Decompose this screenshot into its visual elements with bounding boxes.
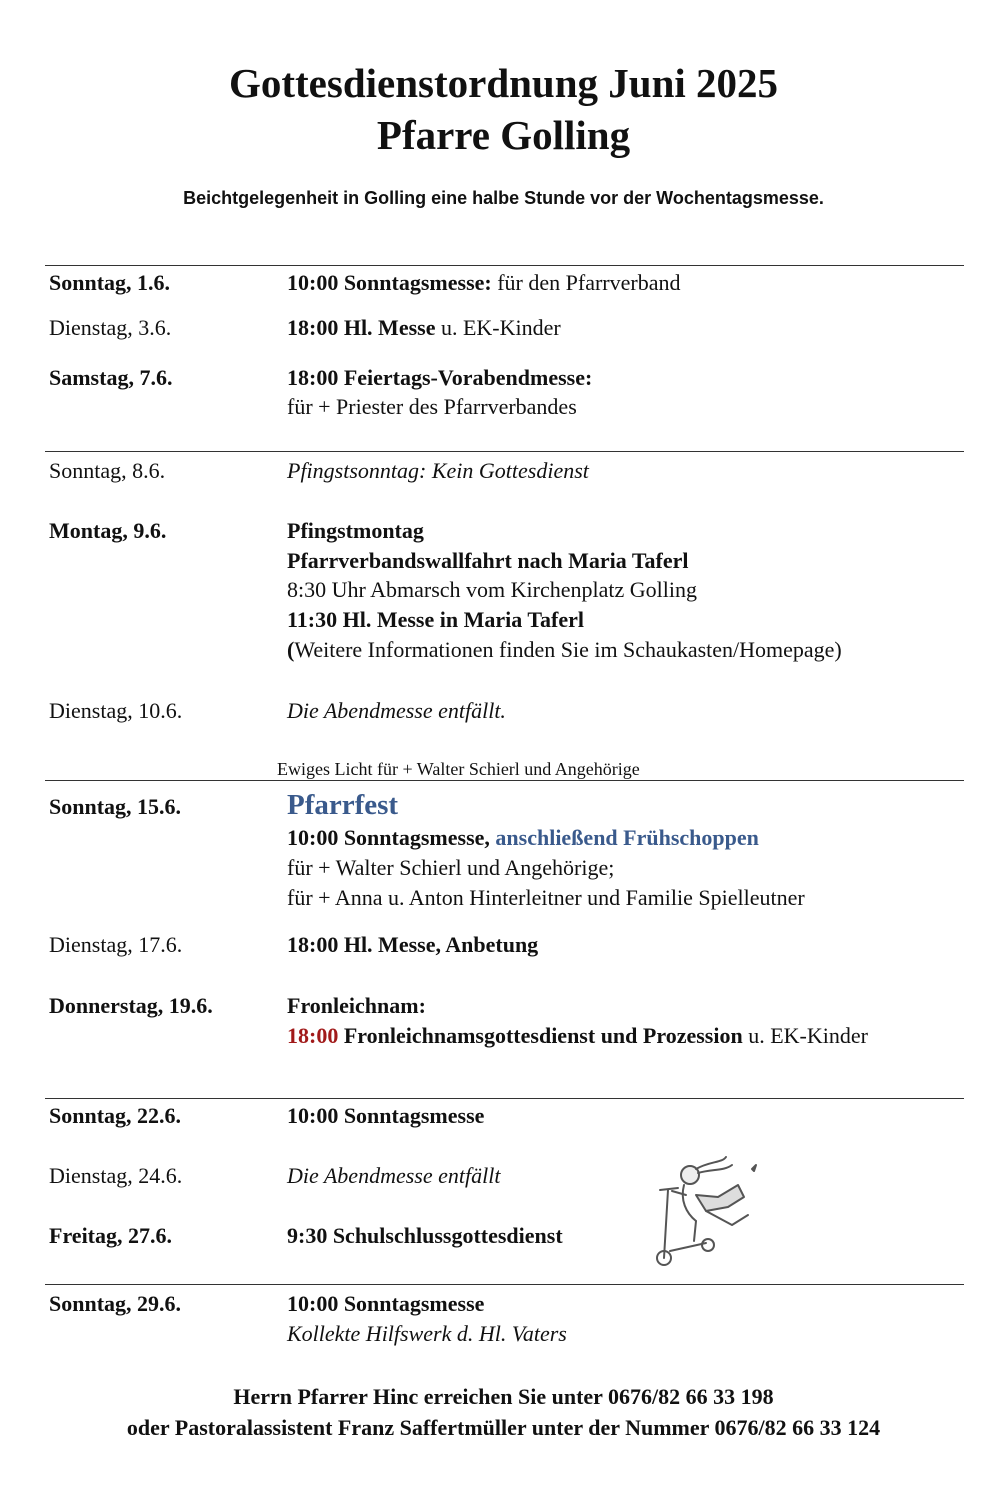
entry-detail: Die Abendmesse entfällt. xyxy=(287,698,506,723)
entry-date: Sonntag, 29.6. xyxy=(49,1291,182,1316)
entry-time-label: 10:00 Sonntagsmesse xyxy=(287,1103,485,1128)
entry-detail: u. EK-Kinder xyxy=(435,315,561,340)
entry-highlight: anschließend Frühschoppen xyxy=(495,825,759,850)
entry-content xyxy=(287,1021,868,1051)
confession-note: Beichtgelegenheit in Golling eine halbe Stunde vor der Wochentagsmesse. xyxy=(183,188,824,208)
entry-detail: für + Anna u. Anton Hinterleitner und Familie Spielleutner xyxy=(287,885,805,910)
contact-pastor: Herrn Pfarrer Hinc erreichen Sie unter 0676/82 66 33 198 xyxy=(233,1384,774,1409)
divider xyxy=(45,780,964,781)
divider xyxy=(45,451,964,452)
entry-date: Samstag, 7.6. xyxy=(49,365,173,390)
entry-detail xyxy=(287,635,842,665)
entry-date: Donnerstag, 19.6. xyxy=(49,993,213,1018)
entry-time-label: 18:00 Hl. Messe, Anbetung xyxy=(287,932,539,957)
entry-detail: Kollekte Hilfswerk d. Hl. Vaters xyxy=(287,1321,567,1346)
entry-content xyxy=(287,268,681,298)
entry-date: Montag, 9.6. xyxy=(49,518,167,543)
entry-time: 18:00 xyxy=(287,1023,339,1048)
entry-detail: Die Abendmesse entfällt xyxy=(287,1163,501,1188)
entry-time-label: 18:00 Hl. Messe xyxy=(287,315,436,340)
entry-paren: ( xyxy=(287,637,295,662)
entry-time-label: 10:00 Sonntagsmesse xyxy=(287,1291,485,1316)
entry-detail: für + Priester des Pfarrverbandes xyxy=(287,394,577,419)
entry-date: Freitag, 27.6. xyxy=(49,1223,173,1248)
entry-heading: Fronleichnam: xyxy=(287,993,426,1018)
entry-detail: Pfingstsonntag: Kein Gottesdienst xyxy=(287,458,589,483)
entry-date: Dienstag, 3.6. xyxy=(49,315,172,340)
entry-date: Sonntag, 15.6. xyxy=(49,794,182,819)
entry-heading: Pfarrverbandswallfahrt nach Maria Taferl xyxy=(287,548,689,573)
page-title: Gottesdienstordnung Juni 2025 xyxy=(228,60,779,106)
entry-detail: 8:30 Uhr Abmarsch vom Kirchenplatz Golling xyxy=(287,577,697,602)
entry-date: Dienstag, 17.6. xyxy=(49,932,183,957)
divider xyxy=(45,1284,964,1285)
entry-detail: für + Walter Schierl und Angehörige; xyxy=(287,855,615,880)
entry-time-label: 10:00 Sonntagsmesse: xyxy=(287,270,492,295)
entry-date: Sonntag, 8.6. xyxy=(49,458,166,483)
entry-date: Sonntag, 1.6. xyxy=(49,270,171,295)
eternal-light-note: Ewiges Licht für + Walter Schierl und Angehörige xyxy=(277,759,640,779)
entry-time-label: 9:30 Schulschlussgottesdienst xyxy=(287,1223,563,1248)
entry-heading: Pfingstmontag xyxy=(287,518,424,543)
entry-time-label: 18:00 Feiertags-Vorabendmesse: xyxy=(287,365,593,390)
entry-date: Dienstag, 10.6. xyxy=(49,698,183,723)
entry-time: 10:00 Sonntagsmesse, xyxy=(287,825,496,850)
entry-date: Sonntag, 22.6. xyxy=(49,1103,182,1128)
entry-time-label xyxy=(287,823,759,853)
divider xyxy=(45,1098,964,1099)
entry-date: Dienstag, 24.6. xyxy=(49,1163,183,1188)
entry-time-label: Fronleichnamsgottesdienst und Prozession xyxy=(338,1023,743,1048)
entry-detail: für den Pfarrverband xyxy=(491,270,681,295)
entry-detail-text: Weitere Informationen finden Sie im Schaukasten/Homepage) xyxy=(294,637,842,662)
divider xyxy=(45,265,964,266)
girl-on-scooter-icon xyxy=(640,1155,765,1270)
entry-content xyxy=(287,313,561,343)
entry-time-label: 11:30 Hl. Messe in Maria Taferl xyxy=(287,607,584,632)
page-subtitle-parish: Pfarre Golling xyxy=(376,112,631,158)
entry-detail: u. EK-Kinder xyxy=(742,1023,868,1048)
contact-assistant: oder Pastoralassistent Franz Saffertmüller unter der Nummer 0676/82 66 33 124 xyxy=(126,1415,881,1440)
parish-fest-heading: Pfarrfest xyxy=(287,789,399,821)
